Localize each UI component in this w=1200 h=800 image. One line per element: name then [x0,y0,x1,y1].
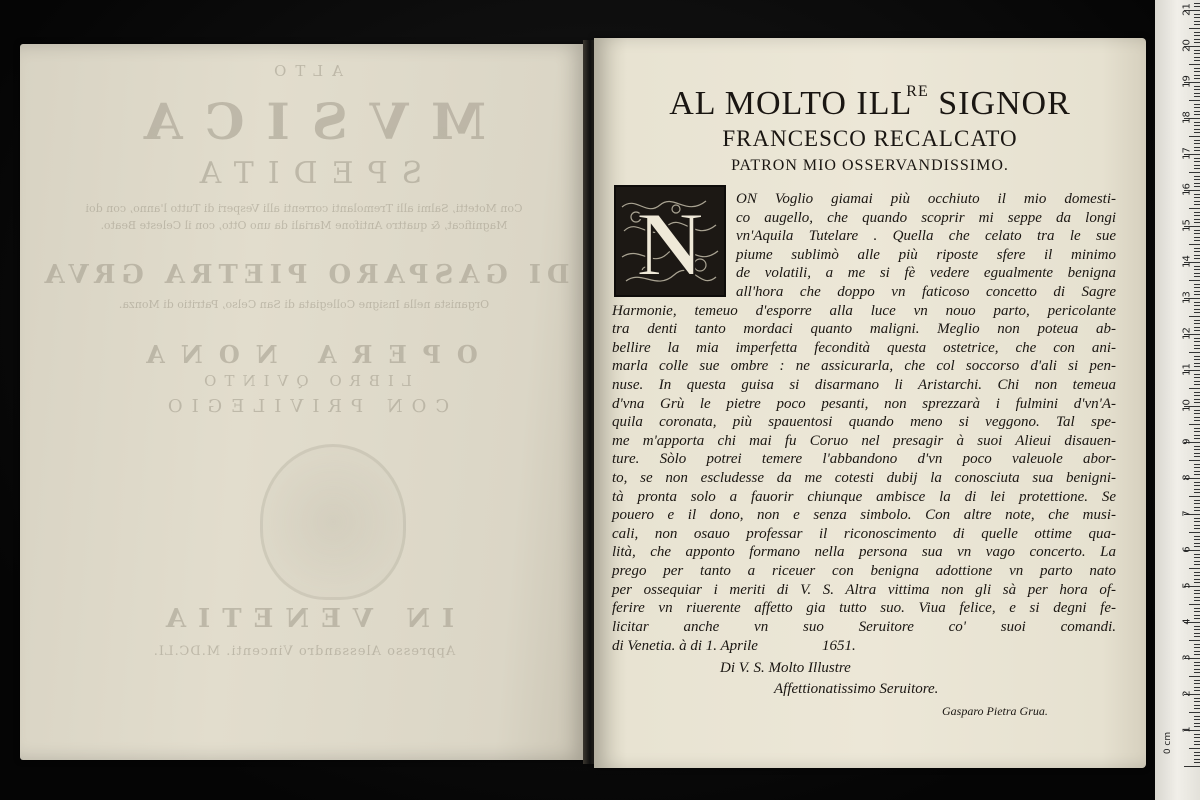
heading-line-3: PATRON MIO OSSERVANDISSIMO. [731,157,1009,174]
ruler-tick [1194,543,1200,544]
ruler-tick [1194,417,1200,418]
ruler-tick [1194,269,1200,270]
ruler-tick [1194,492,1200,493]
body-line: all'hora che doppo vn faticoso concetto di Sagre [736,284,1116,300]
ruler-tick [1194,71,1200,72]
initial-letter: N [636,193,704,295]
ruler-tick [1194,651,1200,652]
ruler-tick [1194,53,1200,54]
ruler-tick [1194,39,1200,40]
ruler-tick [1194,341,1200,342]
ruler-tick [1194,348,1200,349]
ruler-number: 20 [1181,39,1193,52]
ruler-tick [1194,564,1200,565]
ruler-tick [1194,503,1200,504]
body-line: nuse. In questa guisa si disarmano li Aristarchi. Chi non temeua [612,377,1116,393]
ruler-number: 2 [1181,690,1193,697]
ruler-tick [1189,568,1200,569]
ruler-tick [1194,75,1200,76]
ruler-tick [1194,24,1200,25]
body-line: bellire la mia imperfetta fecondità questa ostetrice, che con ani- [612,339,1116,356]
ruler-tick [1189,280,1200,281]
ruler-tick [1189,64,1200,65]
ruler-tick [1189,532,1200,533]
ruler-tick [1194,21,1200,22]
body-line: marla colle sue ombre : ne assicurarla, che col soccorso d'ali si pen- [612,358,1116,375]
ruler-tick [1194,705,1200,706]
ruler-tick [1194,579,1200,580]
bleed-through-author-role: Organista nella Insigne Collegiata di San Celso, Patritio di Monza. [118,298,490,311]
ruler-tick [1194,359,1200,360]
ruler-number: 5 [1181,582,1193,589]
ruler-tick [1194,176,1200,177]
ruler-tick [1194,536,1200,537]
ruler-tick [1189,712,1200,713]
ruler-tick [1194,672,1200,673]
ruler-tick [1194,683,1200,684]
ruler-tick [1194,752,1200,753]
ruler-tick [1194,554,1200,555]
ruler-number: 14 [1181,255,1193,268]
ruler-number: 4 [1181,618,1193,625]
ruler-tick [1189,424,1200,425]
ruler-tick [1194,665,1200,666]
ruler-tick [1194,464,1200,465]
ruler-tick [1194,723,1200,724]
body-line: prego per tanto a riceuer con benigna adottione vn parto nato [612,563,1116,579]
ruler-tick [1194,528,1200,529]
ruler-tick [1194,410,1200,411]
ruler-tick [1189,208,1200,209]
ruler-tick [1194,338,1200,339]
ruler-number: 18 [1181,111,1193,124]
ruler-tick [1194,179,1200,180]
ruler-tick [1194,161,1200,162]
ruler-tick [1194,366,1200,367]
ruler-tick [1194,273,1200,274]
bleed-through-description: Con Motetti, Salmi alli Tremolanti correnti alli Vesperi di Tutto l'anno, con doi Magnificat, & quattro Antifone Mariali da uno Otto, con il Celeste Beato. [85,202,523,232]
body-line: licitar anche vn suo Seruitore co' suoi comandi. [612,618,1116,635]
ruler-tick [1194,597,1200,598]
ruler-tick [1194,17,1200,18]
ruler-tick [1194,510,1200,511]
ruler-tick [1194,590,1200,591]
ruler-tick [1194,449,1200,450]
ruler-tick [1194,363,1200,364]
ruler-tick [1194,129,1200,130]
ruler-tick [1194,582,1200,583]
ruler-tick [1194,626,1200,627]
ruler-tick [1194,320,1200,321]
ruler-tick [1194,248,1200,249]
ruler-tick [1194,453,1200,454]
body-line: tra denti tanto mordaci quanto maligni. Meglio non poteua ab- [612,321,1116,338]
body-line: vn'Aquila Tutelare . Quella che celato tra le sue [736,228,1116,245]
ruler-tick [1194,3,1200,4]
ruler-number: 9 [1181,438,1193,445]
body-line: tà pronta solo a fauorir chiunque ambisce la di lei protettione. Se [612,488,1116,505]
ruler-tick [1189,676,1200,677]
ruler-tick [1194,309,1200,310]
signature: Gasparo Pietra Grua. [942,704,1048,718]
ruler-tick [1189,604,1200,605]
bleed-through-imprint: Appresso Alessandro Vincenti. M.DC.LI. [152,644,456,659]
ruler-number: 17 [1181,147,1193,160]
ruler-tick [1189,496,1200,497]
ruler-tick [1194,204,1200,205]
ruler-tick [1194,302,1200,303]
ruler-tick [1194,431,1200,432]
ruler-tick [1194,572,1200,573]
ruler-tick [1194,392,1200,393]
ruler-tick [1194,726,1200,727]
ruler-tick [1194,759,1200,760]
ruler-tick [1194,539,1200,540]
body-line: Harmonie, temeuo d'esporre alla luce vn nouo parto, pericolante [612,302,1116,319]
dedication-heading [594,72,1146,178]
ruler-number: 19 [1181,75,1193,88]
body-line: piume sublimò alle più riposte sfere il minimo [736,246,1116,263]
body-line: de volatili, a me si fè vedere egualmente benigna [736,265,1116,282]
ruler-tick [1194,93,1200,94]
ruler-tick [1194,521,1200,522]
date-place: di Venetia. à di 1. Aprile [612,638,758,654]
ruler-tick [1194,96,1200,97]
ruler-tick [1194,507,1200,508]
ruler-tick [1189,748,1200,749]
ruler-tick [1189,28,1200,29]
ruler-number: 13 [1181,291,1193,304]
bleed-through-printer-emblem [260,444,406,600]
decorated-initial-n [614,185,726,297]
ruler-tick [1194,435,1200,436]
ruler-tick [1194,575,1200,576]
ruler-number: 10 [1181,399,1193,412]
ruler-tick [1194,518,1200,519]
ruler-unit-label: 0 cm [1163,731,1174,755]
ruler-tick [1194,561,1200,562]
heading-line-1: AL MOLTO ILLRE SIGNOR [669,83,1071,122]
ruler-tick [1194,399,1200,400]
body-line: per ossequiar i meriti di V. S. Altra vittima non gli sà per hora of- [612,581,1116,598]
ruler-tick [1194,698,1200,699]
ruler-tick [1194,230,1200,231]
ruler-tick [1194,744,1200,745]
ruler-tick [1194,633,1200,634]
ruler-tick [1194,140,1200,141]
ruler-tick [1194,438,1200,439]
ruler-tick [1194,327,1200,328]
ruler-tick [1194,168,1200,169]
ruler-tick [1194,111,1200,112]
body-line: me m'apporta chi mai fu Coruo nel presagir à suoi Alieui disauen- [612,432,1116,449]
ruler-tick [1194,42,1200,43]
ruler-tick [1194,143,1200,144]
ruler-tick [1194,222,1200,223]
ruler-tick [1194,593,1200,594]
ruler-tick [1194,266,1200,267]
ruler-tick [1194,251,1200,252]
ruler-tick [1194,104,1200,105]
ruler-tick [1194,323,1200,324]
ruler-tick [1194,125,1200,126]
ruler-tick [1194,420,1200,421]
ruler-tick [1194,636,1200,637]
ruler-tick [1194,737,1200,738]
ruler-tick [1194,680,1200,681]
ruler-tick [1194,312,1200,313]
ruler-tick [1194,669,1200,670]
ruler-number: 6 [1181,546,1193,553]
ruler-tick [1194,150,1200,151]
ruler-tick [1189,136,1200,137]
ruler-number: 8 [1181,474,1193,481]
ruler-tick [1194,183,1200,184]
ruler-tick [1194,122,1200,123]
ruler-tick [1194,237,1200,238]
ruler-tick [1194,57,1200,58]
ruler-tick [1194,6,1200,7]
ruler-tick [1194,219,1200,220]
ruler-tick [1194,525,1200,526]
heading-superscript: RE [906,83,929,100]
ruler-tick [1194,377,1200,378]
bleed-through-subtitle: SPEDITA [185,156,423,191]
bleed-through-privilege: CON PRIVILEGIO [158,396,450,417]
ruler-number: 3 [1181,654,1193,661]
body-line: pouero e il dono, non e senza simbolo. Con altre note, che musi- [612,507,1116,524]
ruler-tick [1194,615,1200,616]
bleed-through-book: LIBRO QVINTO [196,372,412,390]
ruler-tick [1189,172,1200,173]
body-line: cali, non osauo professar il riconoscimento di quelle ottime qua- [612,525,1116,542]
bleed-through-author: DI GASPARO PIETRA GRVA [38,260,570,290]
left-page [20,44,588,760]
ruler-tick [1194,413,1200,414]
ruler-tick [1194,402,1200,403]
body-line: lità, che apponto formano nella persona sua vn vago concerto. La [612,544,1116,561]
ruler-tick [1194,50,1200,51]
ruler-tick [1194,381,1200,382]
ruler-tick [1194,201,1200,202]
ruler-tick [1194,428,1200,429]
ruler-tick [1194,194,1200,195]
ruler-tick [1189,460,1200,461]
ruler-tick [1194,294,1200,295]
right-page [594,38,1146,768]
ruler-tick [1194,186,1200,187]
ruler-number: 16 [1181,183,1193,196]
ruler-tick [1194,132,1200,133]
ruler-number: 1 [1181,726,1193,733]
ruler-tick [1194,456,1200,457]
ruler-number: 12 [1181,327,1193,340]
ruler-tick [1194,374,1200,375]
ruler-tick [1194,716,1200,717]
body-line: co augello, che quando scoprir mi seppe da longi [736,209,1116,226]
ruler-tick [1194,467,1200,468]
ruler-tick [1194,446,1200,447]
date-year: 1651. [822,638,856,654]
ruler-tick [1189,244,1200,245]
ruler-tick [1194,485,1200,486]
ruler-tick [1194,68,1200,69]
ruler-tick [1194,647,1200,648]
ruler-tick [1189,100,1200,101]
ruler-tick [1194,384,1200,385]
ruler-tick [1194,240,1200,241]
ruler-tick [1194,89,1200,90]
ruler-number: 15 [1181,219,1193,232]
ruler-tick [1184,766,1200,767]
ruler-tick [1194,395,1200,396]
ruler-tick [1194,708,1200,709]
ruler-tick [1194,500,1200,501]
ruler-tick [1194,755,1200,756]
ruler-tick [1194,276,1200,277]
ruler-tick [1189,352,1200,353]
ruler-tick [1194,305,1200,306]
ruler-tick [1194,471,1200,472]
ruler-tick [1194,482,1200,483]
ruler-tick [1194,734,1200,735]
ruler-tick [1194,719,1200,720]
ruler-tick [1194,14,1200,15]
ruler-tick [1194,690,1200,691]
ruler-tick [1194,644,1200,645]
ruler-tick [1194,611,1200,612]
ruler-tick [1194,654,1200,655]
closing-salutation: Di V. S. Molto Illustre [720,660,851,676]
ruler-tick [1194,114,1200,115]
ruler-tick [1194,197,1200,198]
ruler-tick [1194,255,1200,256]
ruler-tick [1194,629,1200,630]
ruler-tick [1194,233,1200,234]
ruler-tick [1194,330,1200,331]
ruler-tick [1194,35,1200,36]
ruler-tick [1194,165,1200,166]
ruler-tick [1194,741,1200,742]
ruler-tick [1194,86,1200,87]
ruler-number: 7 [1181,510,1193,517]
ruler-tick [1194,107,1200,108]
measuring-ruler [1155,0,1200,800]
ruler-tick [1194,345,1200,346]
ruler-tick [1189,640,1200,641]
heading-line-2: FRANCESCO RECALCATO [722,126,1018,151]
ruler-tick [1194,258,1200,259]
bleed-through-voice: ALTO [265,62,343,80]
ruler-tick [1194,60,1200,61]
bleed-through-city: IN VENETIA [153,604,455,634]
ruler-tick [1194,32,1200,33]
ruler-tick [1194,158,1200,159]
ruler-tick [1194,291,1200,292]
ruler-number: 11 [1181,363,1193,376]
ruler-tick [1189,316,1200,317]
ruler-tick [1194,287,1200,288]
decorated-initial-n-icon [616,187,724,295]
ruler-tick [1194,489,1200,490]
ruler-tick [1194,618,1200,619]
ruler-tick [1189,388,1200,389]
body-line: ture. Sòlo potrei temere l'abbandono d'vn poco valeuole abor- [612,451,1116,468]
body-line: ON Voglio giamai più occhiuto il mio domesti- [736,191,1116,207]
ruler-tick [1194,147,1200,148]
ruler-tick [1194,356,1200,357]
ruler-tick [1194,474,1200,475]
ruler-tick [1194,662,1200,663]
ruler-tick [1194,215,1200,216]
ruler-tick [1194,557,1200,558]
ruler-tick [1194,762,1200,763]
ruler-tick [1194,600,1200,601]
bleed-through-opus: OPERA NONA [130,340,478,369]
ruler-tick [1194,701,1200,702]
body-line: to, se non escludesse da me cotesti dubij la conosciuta sua benigni- [612,470,1116,486]
ruler-tick [1194,608,1200,609]
body-line: quila coronata, più spauentosi quando meno si veggono. Tal spe- [612,414,1116,431]
closing-servant: Affettionatissimo Seruitore. [774,681,939,697]
bleed-through-title: MVSICA [121,92,487,151]
ruler-tick [1194,546,1200,547]
ruler-tick [1194,687,1200,688]
body-line: d'vna Grù le pietre poco pesanti, non sprezzarà i fulmini d'vn'A- [612,395,1116,412]
ruler-tick [1194,284,1200,285]
ruler-tick [1194,78,1200,79]
ruler-tick [1194,212,1200,213]
ruler-number: 21 [1181,3,1193,16]
body-line: ferire vn riuerente affetto gia tutto suo. Viua felice, e si degni fe- [612,600,1116,617]
